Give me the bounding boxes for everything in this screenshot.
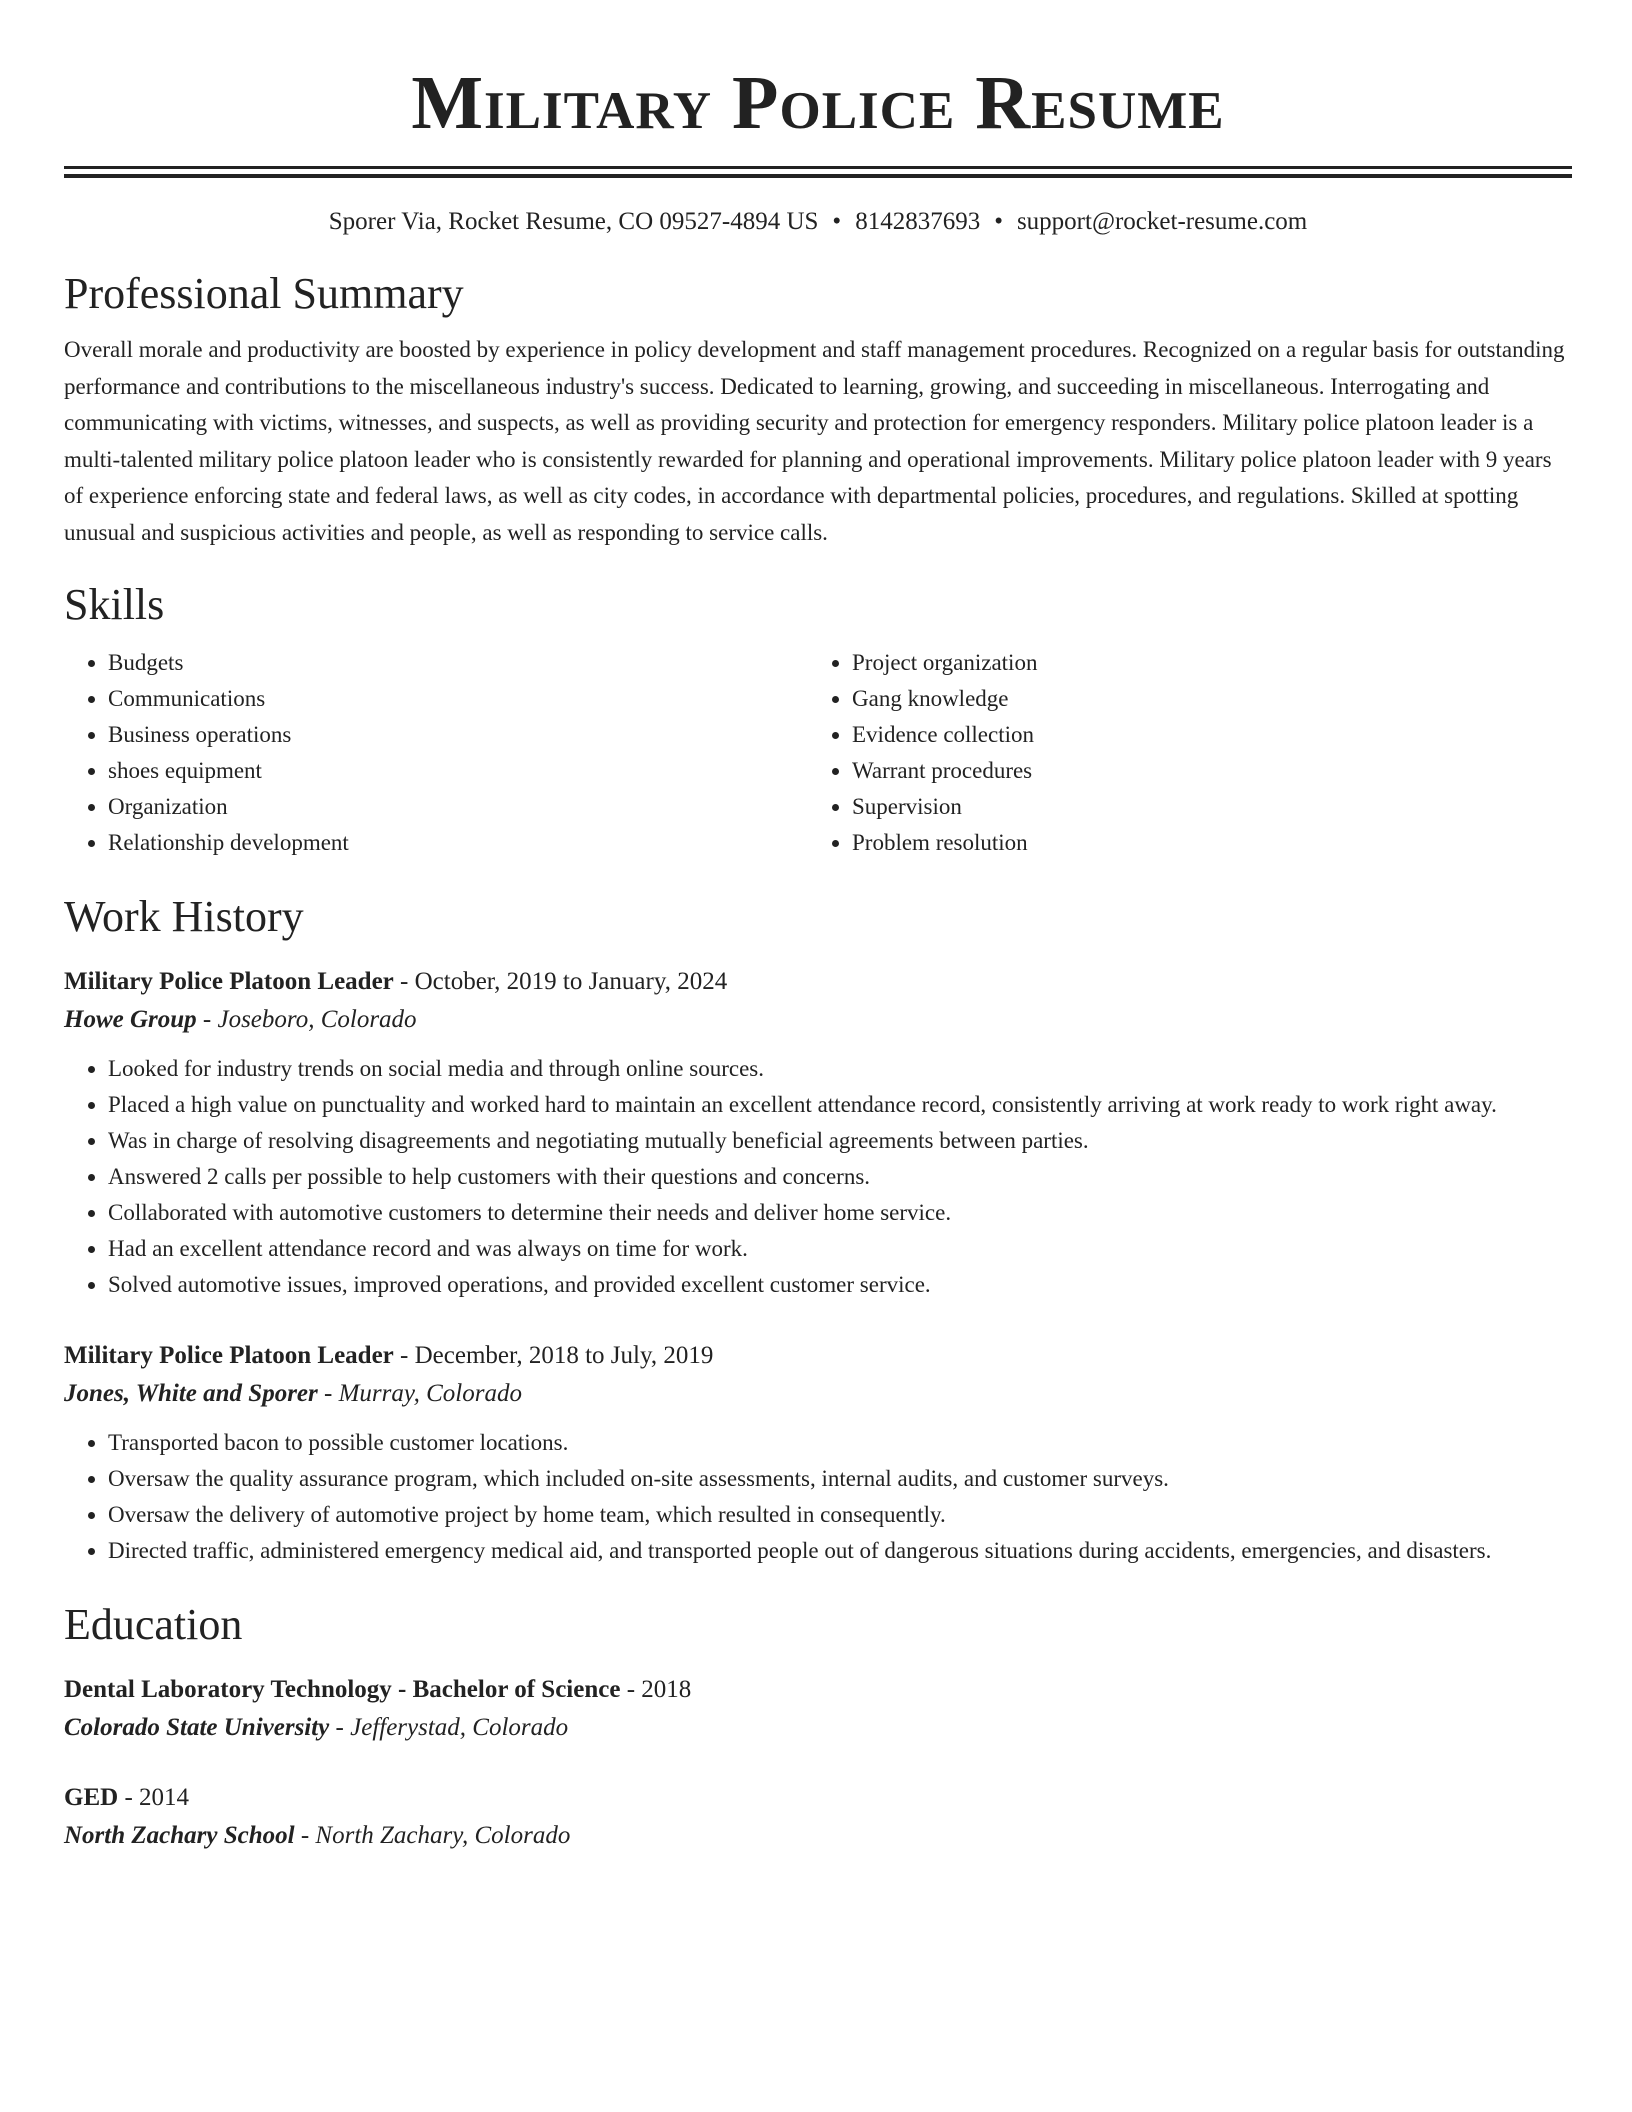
skills-left-list [64, 645, 808, 861]
skill-item: • Supervision [852, 789, 1552, 825]
skill-item: • Organization [108, 789, 808, 825]
education-degree-line [64, 1671, 1572, 1709]
education-school-line [64, 1709, 1572, 1747]
work-history-heading: Work History [64, 892, 304, 941]
job-company: Jones, White and Sporer [64, 1380, 318, 1407]
dash-separator: - [294, 1822, 316, 1849]
job-duties-list [64, 1425, 1572, 1569]
skills-heading: Skills [64, 580, 165, 629]
skills-columns [64, 645, 1572, 861]
contact-phone: 8142837693 [855, 208, 981, 235]
job-title: Military Police Platoon Leader [64, 1342, 394, 1369]
job-location: Murray, Colorado [338, 1380, 522, 1407]
job-company-line [64, 1001, 1572, 1039]
skill-item: • Gang knowledge [852, 681, 1552, 717]
job-duty: • Answered 2 calls per possible to help customers with their questions and concerns. [108, 1159, 1572, 1195]
contact-separator: • [832, 208, 842, 235]
dash-separator: - [317, 1380, 339, 1407]
skill-item: • Communications [108, 681, 808, 717]
education-location: North Zachary, Colorado [315, 1822, 571, 1849]
skill-item: • Project organization [852, 645, 1552, 681]
dash-separator: - [620, 1676, 642, 1703]
dash-separator: - [196, 1006, 218, 1033]
resume-page [64, 0, 1572, 1867]
dash-separator: - [393, 1342, 415, 1369]
job-location: Joseboro, Colorado [217, 1006, 417, 1033]
education-degree: Dental Laboratory Technology - Bachelor of Science [64, 1676, 621, 1703]
skill-item: • Warrant procedures [852, 753, 1552, 789]
job-duty: • Solved automotive issues, improved operations, and provided excellent customer service. [108, 1267, 1572, 1303]
contact-email: support@rocket-resume.com [1016, 208, 1308, 235]
skills-right-list [808, 645, 1552, 861]
job-company-line [64, 1375, 1572, 1413]
job-company: Howe Group [64, 1006, 197, 1033]
job-title-line [64, 963, 1572, 1001]
contact-address: Sporer Via, Rocket Resume, CO 09527-4894 US [328, 208, 819, 235]
summary-text: Overall morale and productivity are boosted by experience in policy development and staff management procedures. Recognized on a regular basis for outstanding performance and contributions to the miscellaneous industry's success. Dedicated to learning, growing, and succeeding in miscellaneous. Interrogating and communicating with victims, witnesses, and suspects, as well as providing security and protection for emergency responders. Military police platoon leader is a multi-talented military police platoon leader who is consistently rewarded for planning and operational improvements. Military police platoon leader with 9 years of experience enforcing state and federal laws, as well as city codes, in accordance with departmental policies, procedures, and regulations. Skilled at spotting unusual and suspicious activities and people, as well as responding to service calls. [64, 337, 1565, 545]
job-duty: • Was in charge of resolving disagreements and negotiating mutually beneficial agreements between parties. [108, 1123, 1572, 1159]
dash-separator: - [118, 1784, 140, 1811]
skill-item: • Problem resolution [852, 825, 1552, 861]
job-duty: • Looked for industry trends on social media and through online sources. [108, 1051, 1572, 1087]
job-dates: December, 2018 to July, 2019 [414, 1342, 714, 1369]
job-dates: October, 2019 to January, 2024 [414, 968, 728, 995]
education-location: Jefferystad, Colorado [350, 1714, 569, 1741]
contact-line [64, 206, 1572, 238]
job-duty: • Oversaw the quality assurance program, which included on-site assessments, internal audits, and customer surveys. [108, 1461, 1572, 1497]
education-degree: GED [64, 1784, 119, 1811]
skill-item: • shoes equipment [108, 753, 808, 789]
job-title-line [64, 1337, 1572, 1375]
job-duty: • Placed a high value on punctuality and worked hard to maintain an excellent attendance record, consistently arriving at work ready to work right away. [108, 1087, 1572, 1123]
education-degree-line [64, 1779, 1572, 1817]
job-duty: • Had an excellent attendance record and was always on time for work. [108, 1231, 1572, 1267]
dash-separator: - [329, 1714, 351, 1741]
education-school-line [64, 1817, 1572, 1855]
education-entry [64, 1779, 1572, 1855]
education-heading: Education [64, 1600, 243, 1649]
title-divider [64, 166, 1572, 178]
job-duty: • Collaborated with automotive customers to determine their needs and deliver home service. [108, 1195, 1572, 1231]
education-school: North Zachary School [64, 1822, 295, 1849]
job-entry [64, 963, 1572, 1303]
dash-separator: - [393, 968, 415, 995]
education-year: 2014 [139, 1784, 190, 1811]
job-title: Military Police Platoon Leader [64, 968, 394, 995]
summary-heading: Professional Summary [64, 269, 464, 318]
job-duties-list [64, 1051, 1572, 1303]
job-duty: • Oversaw the delivery of automotive project by home team, which resulted in consequently. [108, 1497, 1572, 1533]
skill-item: • Evidence collection [852, 717, 1552, 753]
skill-item: • Relationship development [108, 825, 808, 861]
education-entry [64, 1671, 1572, 1747]
resume-title: Military Police Resume [411, 61, 1225, 145]
job-duty: • Directed traffic, administered emergency medical aid, and transported people out of dangerous situations during accidents, emergencies, and disasters. [108, 1533, 1572, 1569]
skill-item: • Budgets [108, 645, 808, 681]
job-duty: • Transported bacon to possible customer locations. [108, 1425, 1572, 1461]
education-year: 2018 [641, 1676, 692, 1703]
education-school: Colorado State University [64, 1714, 330, 1741]
skill-item: • Business operations [108, 717, 808, 753]
job-entry [64, 1337, 1572, 1569]
contact-separator: • [994, 208, 1003, 235]
